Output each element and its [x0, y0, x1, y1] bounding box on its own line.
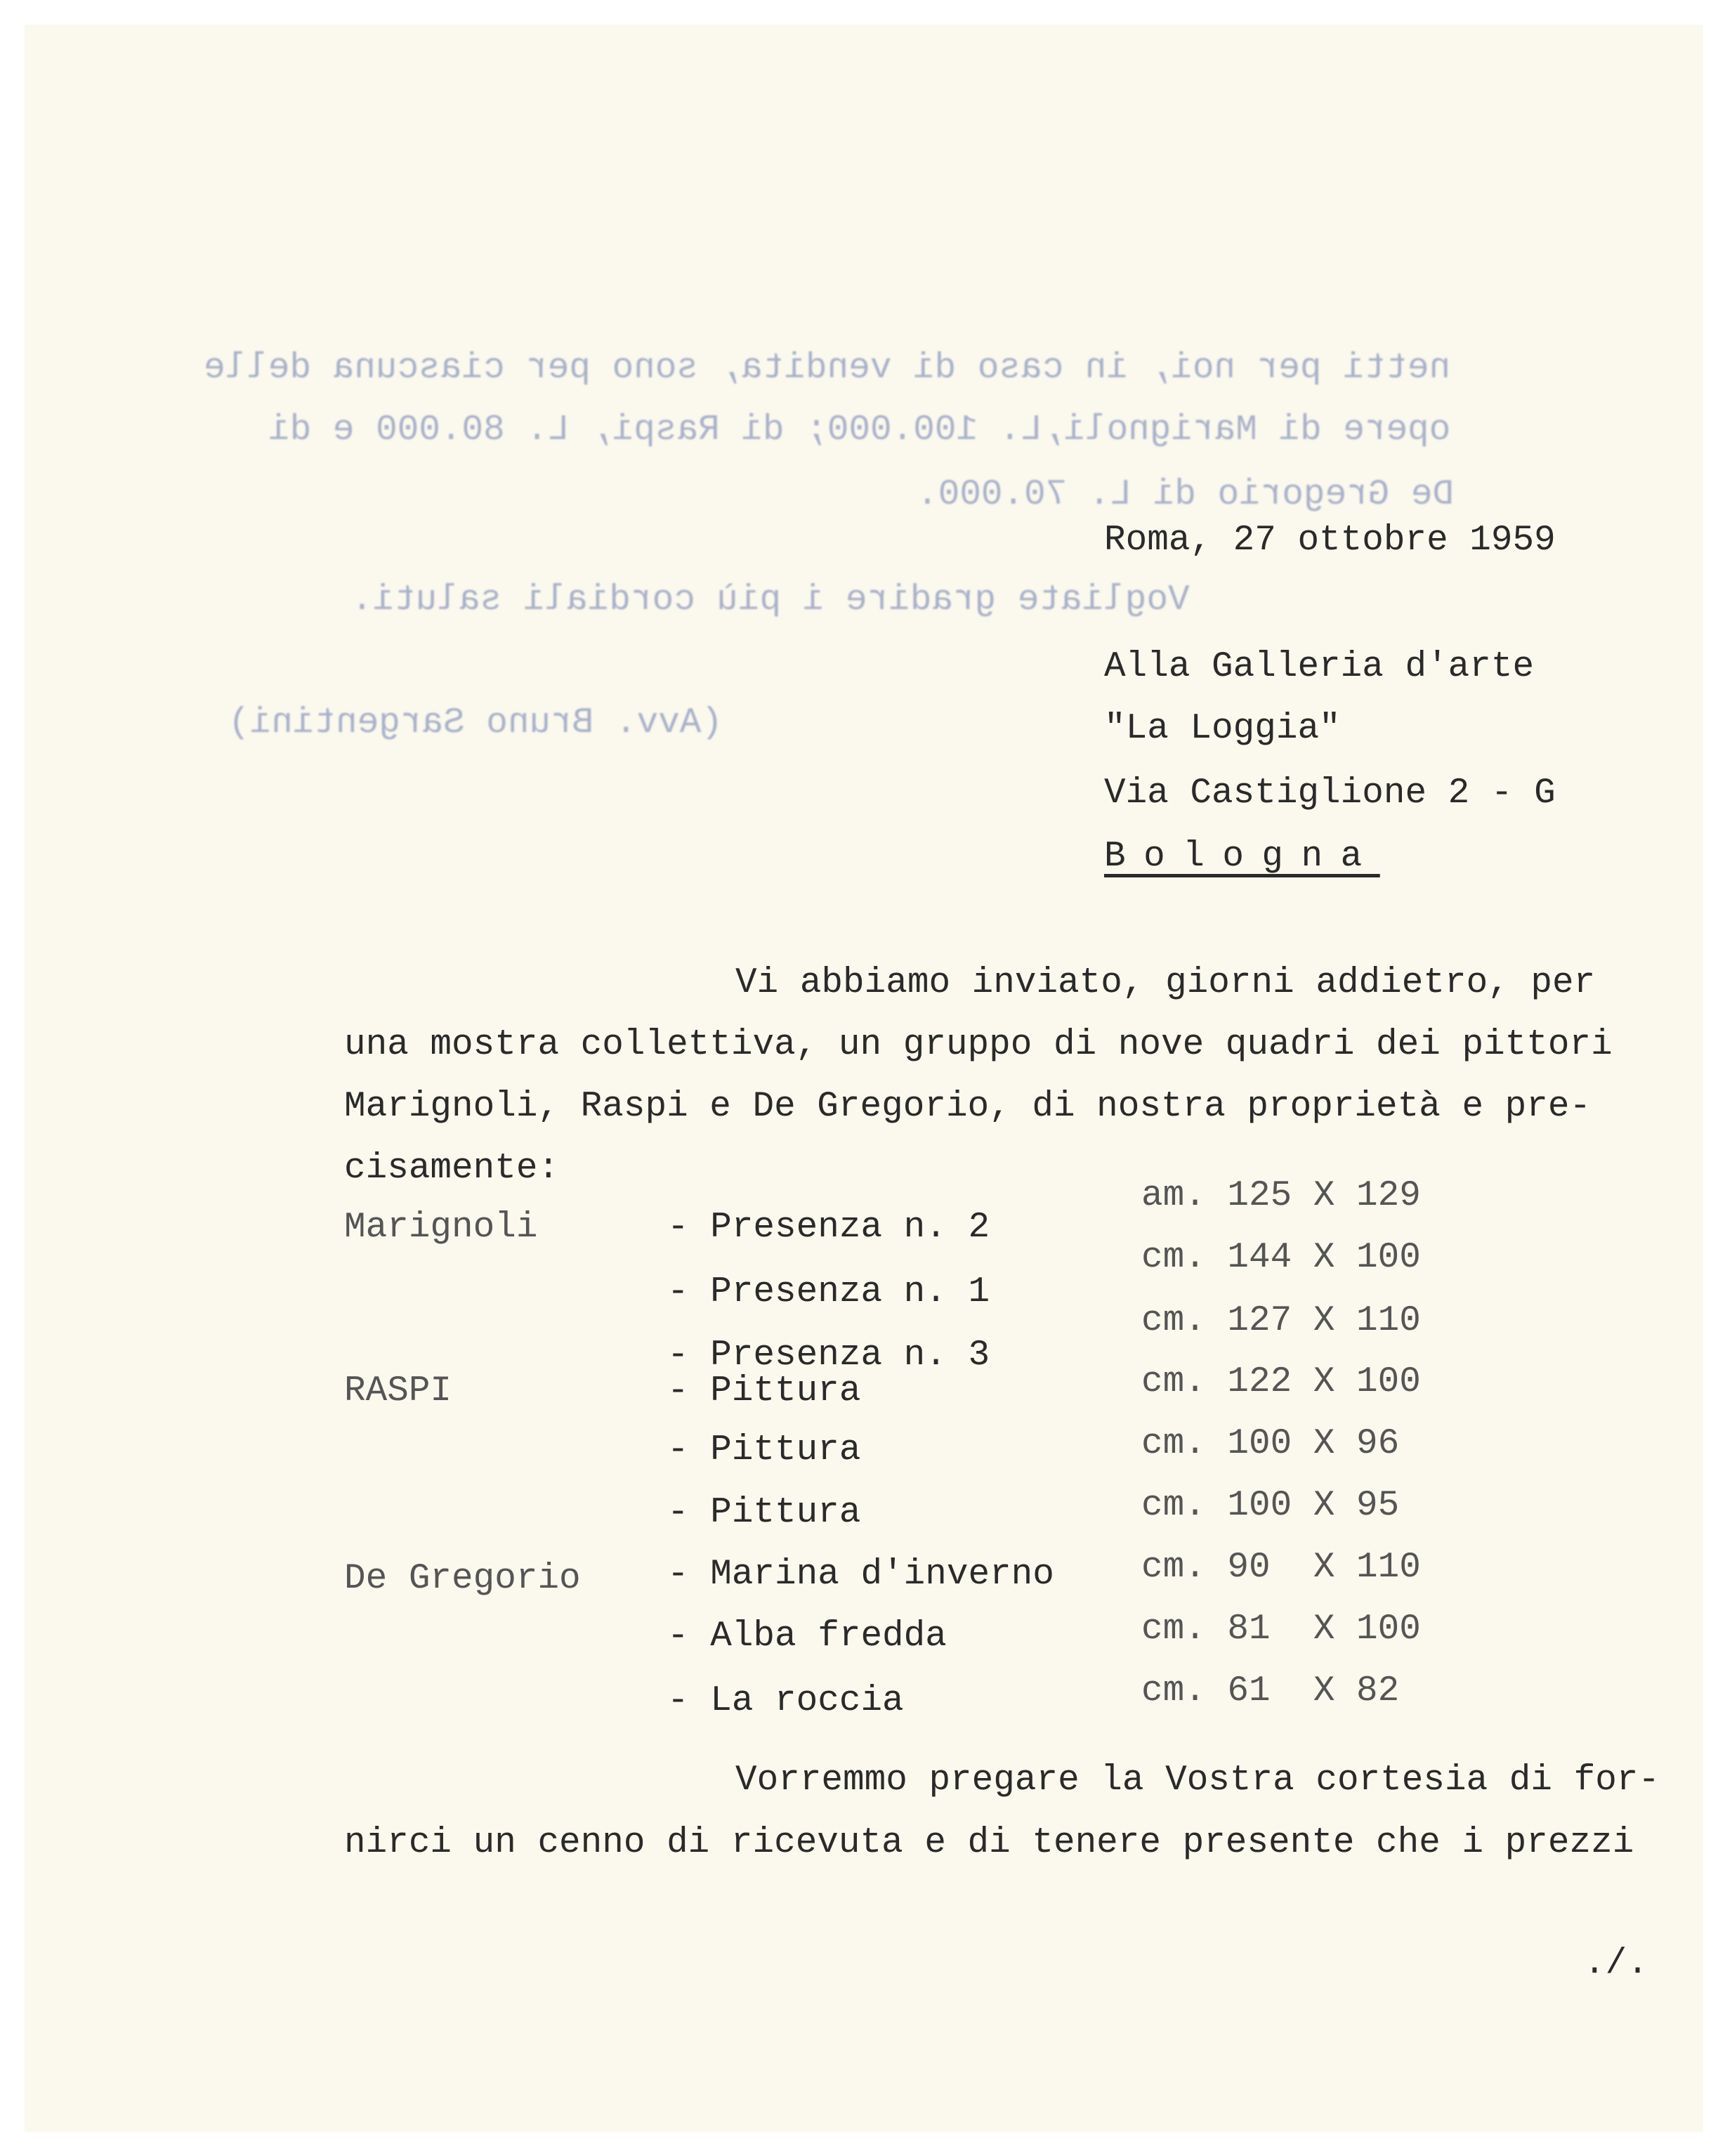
show-through-line: opere di Marignoli,L. 100.000; di Raspi, L. 80.000 e di [268, 410, 1451, 450]
artwork-size: cm. 122 X 100 [1141, 1362, 1421, 1402]
artwork-size: cm. 127 X 110 [1141, 1301, 1421, 1341]
artwork-title: - Pittura [667, 1371, 861, 1411]
body-line: Vi abbiamo inviato, giorni addietro, per [735, 963, 1596, 1003]
artwork-title: - Alba fredda [667, 1616, 947, 1657]
artwork-size: cm. 81 X 100 [1141, 1609, 1421, 1649]
artwork-title: - La roccia [667, 1681, 904, 1721]
artist-name: De Gregorio [344, 1559, 581, 1599]
show-through-line: Vogliate gradire i più cordiali saluti. [351, 580, 1190, 620]
artwork-size: cm. 100 X 95 [1141, 1486, 1400, 1526]
artist-name: Marignoli [344, 1208, 538, 1248]
letter-page [25, 25, 1703, 2132]
artwork-size: cm. 100 X 96 [1141, 1424, 1400, 1464]
address-city: Bologna [1104, 837, 1380, 877]
artist-name: RASPI [344, 1371, 452, 1411]
body-line: una mostra collettiva, un gruppo di nove quadri dei pittori [344, 1025, 1613, 1065]
artwork-title: - Presenza n. 1 [667, 1272, 990, 1312]
artwork-title: - Pittura [667, 1430, 861, 1470]
artwork-size: cm. 61 X 82 [1141, 1671, 1400, 1711]
body-line: Marignoli, Raspi e De Gregorio, di nostra proprietà e pre- [344, 1087, 1592, 1127]
artwork-title: - Marina d'inverno [667, 1555, 1054, 1595]
show-through-line: netti per noi, in caso di vendita, sono per ciascuna delle [204, 348, 1451, 388]
letter-date: Roma, 27 ottobre 1959 [1104, 521, 1556, 561]
body-line: cisamente: [344, 1149, 560, 1189]
show-through-line: De Gregorio di L. 70.000. [917, 475, 1455, 515]
artwork-size: cm. 90 X 110 [1141, 1548, 1421, 1588]
address-line: Alla Galleria d'arte [1104, 647, 1535, 687]
artwork-title: - Pittura [667, 1493, 861, 1533]
show-through-line: (Avv. Bruno Sargentini) [228, 703, 723, 743]
body-line: nirci un cenno di ricevuta e di tenere presente che i prezzi [344, 1823, 1634, 1863]
continuation-mark: ./. [1584, 1944, 1648, 1984]
artwork-size: am. 125 X 129 [1141, 1176, 1421, 1216]
artwork-title: - Presenza n. 2 [667, 1208, 990, 1248]
address-line: "La Loggia" [1104, 709, 1341, 749]
body-line: Vorremmo pregare la Vostra cortesia di for- [735, 1760, 1660, 1801]
address-line: Via Castiglione 2 - G [1104, 773, 1556, 814]
artwork-title: - Presenza n. 3 [667, 1335, 990, 1376]
artwork-size: cm. 144 X 100 [1141, 1238, 1421, 1278]
